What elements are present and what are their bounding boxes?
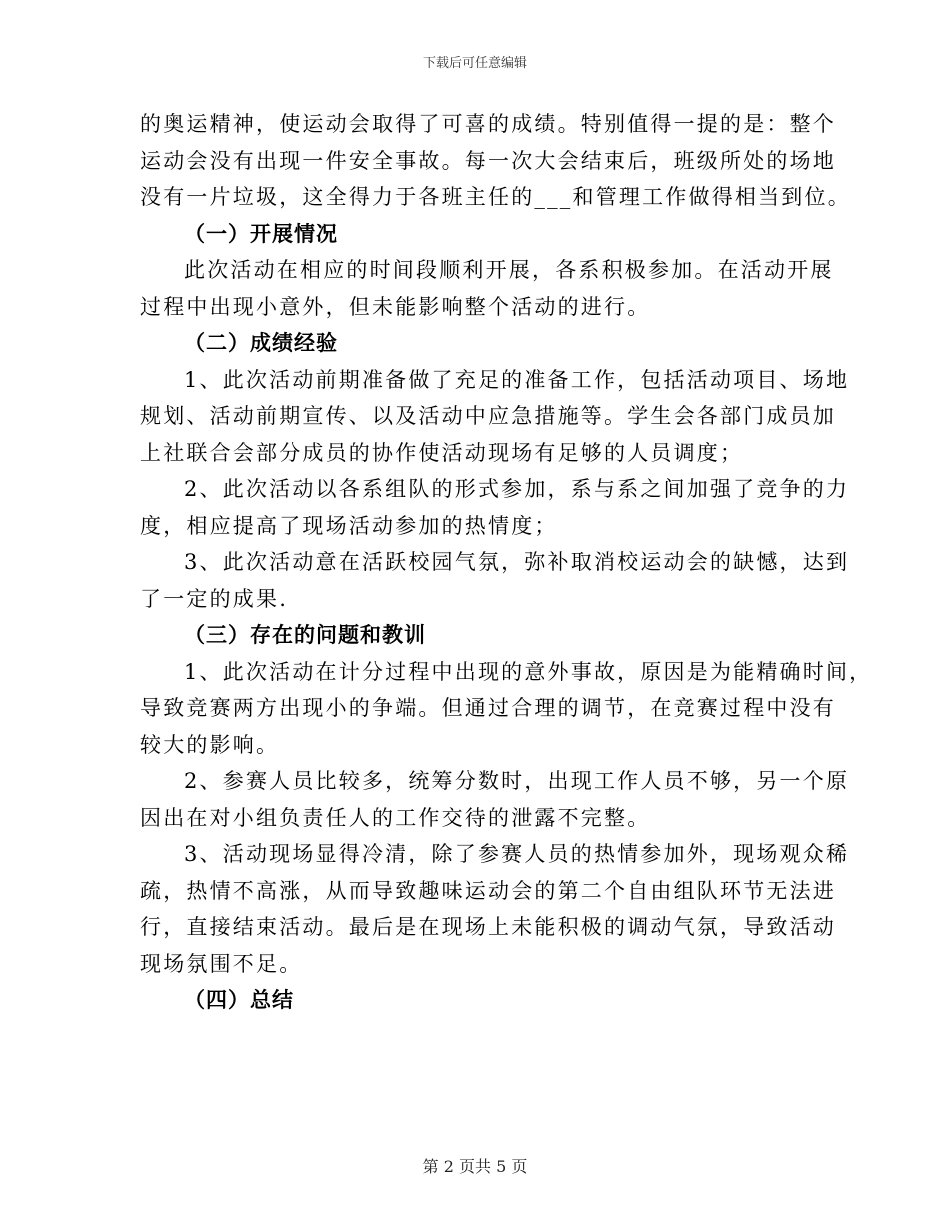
paragraph-line: 没有一片垃圾，这全得力于各班主任的___和管理工作做得相当到位。: [140, 185, 851, 209]
section-heading-kaizhan: （一）开展情况: [184, 221, 338, 246]
paragraph-line: 疏，热情不高涨，从而导致趣味运动会的第二个自由组队环节无法进: [140, 878, 836, 903]
paragraph-line: 运动会没有出现一件安全事故。每一次大会结束后，班级所处的场地: [140, 148, 836, 173]
paragraph-line: 2、参赛人员比较多，统筹分数时，出现工作人员不够，另一个原: [184, 769, 850, 793]
paragraph-line: 较大的影响。: [140, 732, 280, 757]
paragraph-line: 上社联合会部分成员的协作使活动现场有足够的人员调度；: [140, 440, 744, 465]
document-body: [140, 106, 873, 1019]
paragraph-line: 因出在对小组负责任人的工作交待的泄露不完整。: [140, 805, 651, 830]
paragraph-line: 3、活动现场显得冷清，除了参赛人员的热情参加外，现场观众稀: [184, 842, 850, 866]
section-heading-wenti: （三）存在的问题和教训: [184, 623, 426, 647]
paragraph-line: 导致竞赛两方出现小的争端。但通过合理的调节，在竞赛过程中没有: [140, 696, 836, 720]
section-heading-zongjie: （四）总结: [184, 988, 294, 1012]
paragraph-line: 3、此次活动意在活跃校园气氛，弥补取消校运动会的缺憾，达到: [184, 550, 850, 574]
section-heading-chengji: （二）成绩经验: [184, 331, 338, 355]
paragraph-line: 1、此次活动前期准备做了充足的准备工作，包括活动项目、场地: [184, 367, 850, 392]
paragraph-line: 度，相应提高了现场活动参加的热情度；: [140, 513, 558, 538]
paragraph-line: 2、此次活动以各系组队的形式参加，系与系之间加强了竞争的力: [184, 477, 850, 501]
paragraph-line: 行，直接结束活动。最后是在现场上未能积极的调动气氛，导致活动: [140, 915, 836, 939]
paragraph-line: 过程中出现小意外，但未能影响整个活动的进行。: [140, 294, 651, 319]
paragraph-line: 规划、活动前期宣传、以及活动中应急措施等。学生会各部门成员加: [140, 404, 836, 428]
page-header: 下载后可任意编辑: [422, 56, 527, 71]
paragraph-line: 了一定的成果.: [140, 586, 289, 611]
paragraph-line: 1、此次活动在计分过程中出现的意外事故，原因是为能精确时间，: [184, 659, 873, 684]
paragraph-line: 的奥运精神，使运动会取得了可喜的成绩。特别值得一提的是：整个: [140, 112, 836, 136]
paragraph-line: 现场氛围不足。: [140, 951, 303, 976]
paragraph-line: 此次活动在相应的时间段顺利开展，各系积极参加。在活动开展: [184, 258, 834, 282]
page-number: 第 2 页共 5 页: [422, 1157, 528, 1176]
